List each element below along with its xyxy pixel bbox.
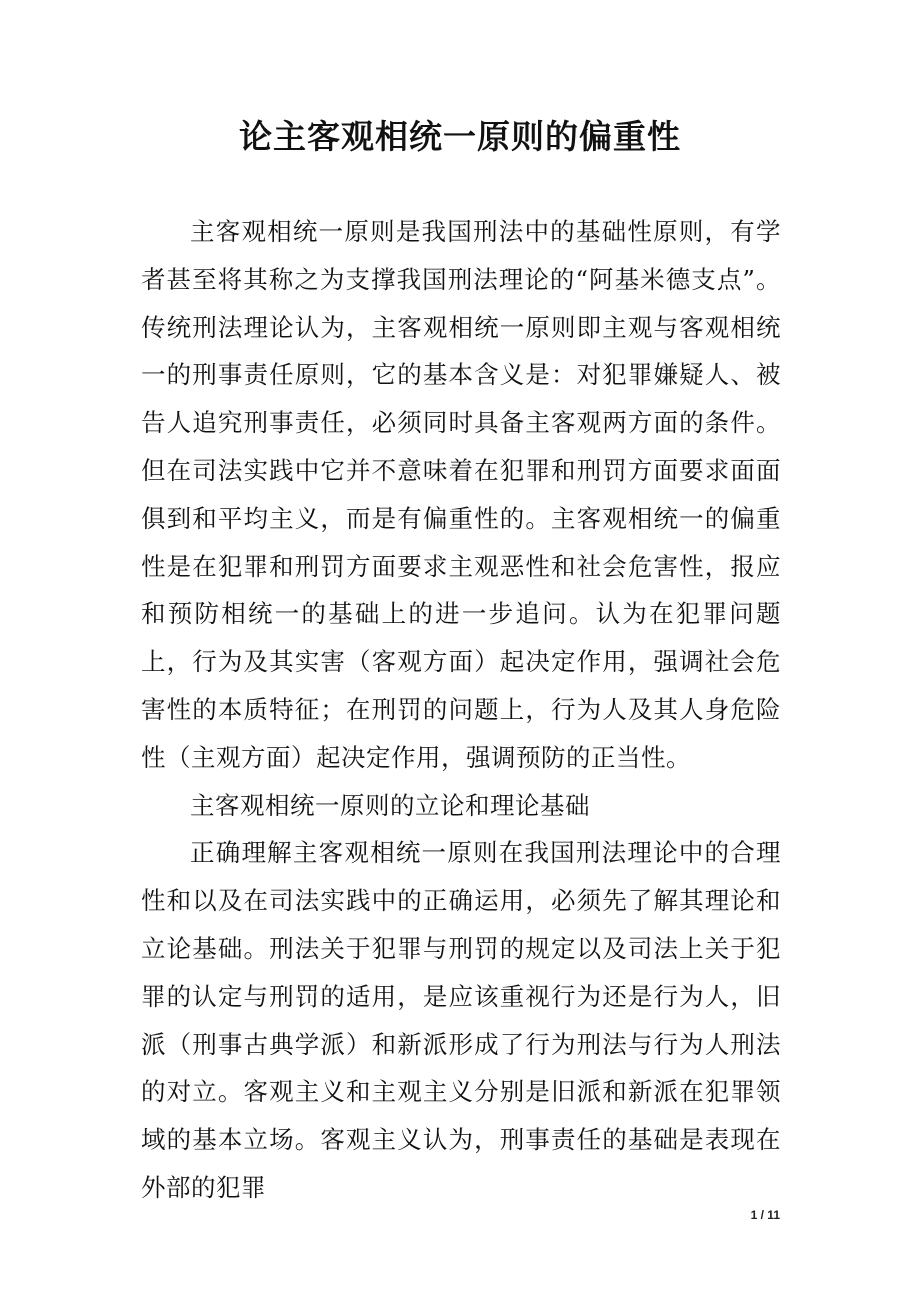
paragraph-foundation: 正确理解主客观相统一原则在我国刑法理论中的合理性和以及在司法实践中的正确运用，必须先了解其理论和立论基础。刑法关于犯罪与刑罚的规定以及司法上关于犯罪的认定与刑罚的适用，是应该重视行为还是行为人，旧派（刑事古典学派）和新派形成了行为刑法与行为人刑法的对立。客观主义和主观主义分别是旧派和新派在犯罪领域的基本立场。客观主义认为，刑事责任的基础是表现在外部的犯罪 xyxy=(141,838,781,1202)
document-body xyxy=(141,208,781,1212)
section-heading: 主客观相统一原则的立论和理论基础 xyxy=(190,790,590,820)
document-title: 论主客观相统一原则的偏重性 xyxy=(239,117,681,156)
page-number: 1 / 11 xyxy=(750,1208,780,1222)
paragraph-intro: 主客观相统一原则是我国刑法中的基础性原则，有学者甚至将其称之为支撑我国刑法理论的“阿基米德支点”。传统刑法理论认为，主客观相统一原则即主观与客观相统一的刑事责任原则，它的基本含义是：对犯罪嫌疑人、被告人追究刑事责任，必须同时具备主客观两方面的条件。但在司法实践中它并不意味着在犯罪和刑罚方面要求面面俱到和平均主义，而是有偏重性的。主客观相统一的偏重性是在犯罪和刑罚方面要求主观恶性和社会危害性，报应和预防相统一的基础上的进一步追问。认为在犯罪问题上，行为及其实害（客观方面）起决定作用，强调社会危害性的本质特征；在刑罚的问题上，行为人及其人身危险性（主观方面）起决定作用，强调预防的正当性。 xyxy=(141,217,781,772)
